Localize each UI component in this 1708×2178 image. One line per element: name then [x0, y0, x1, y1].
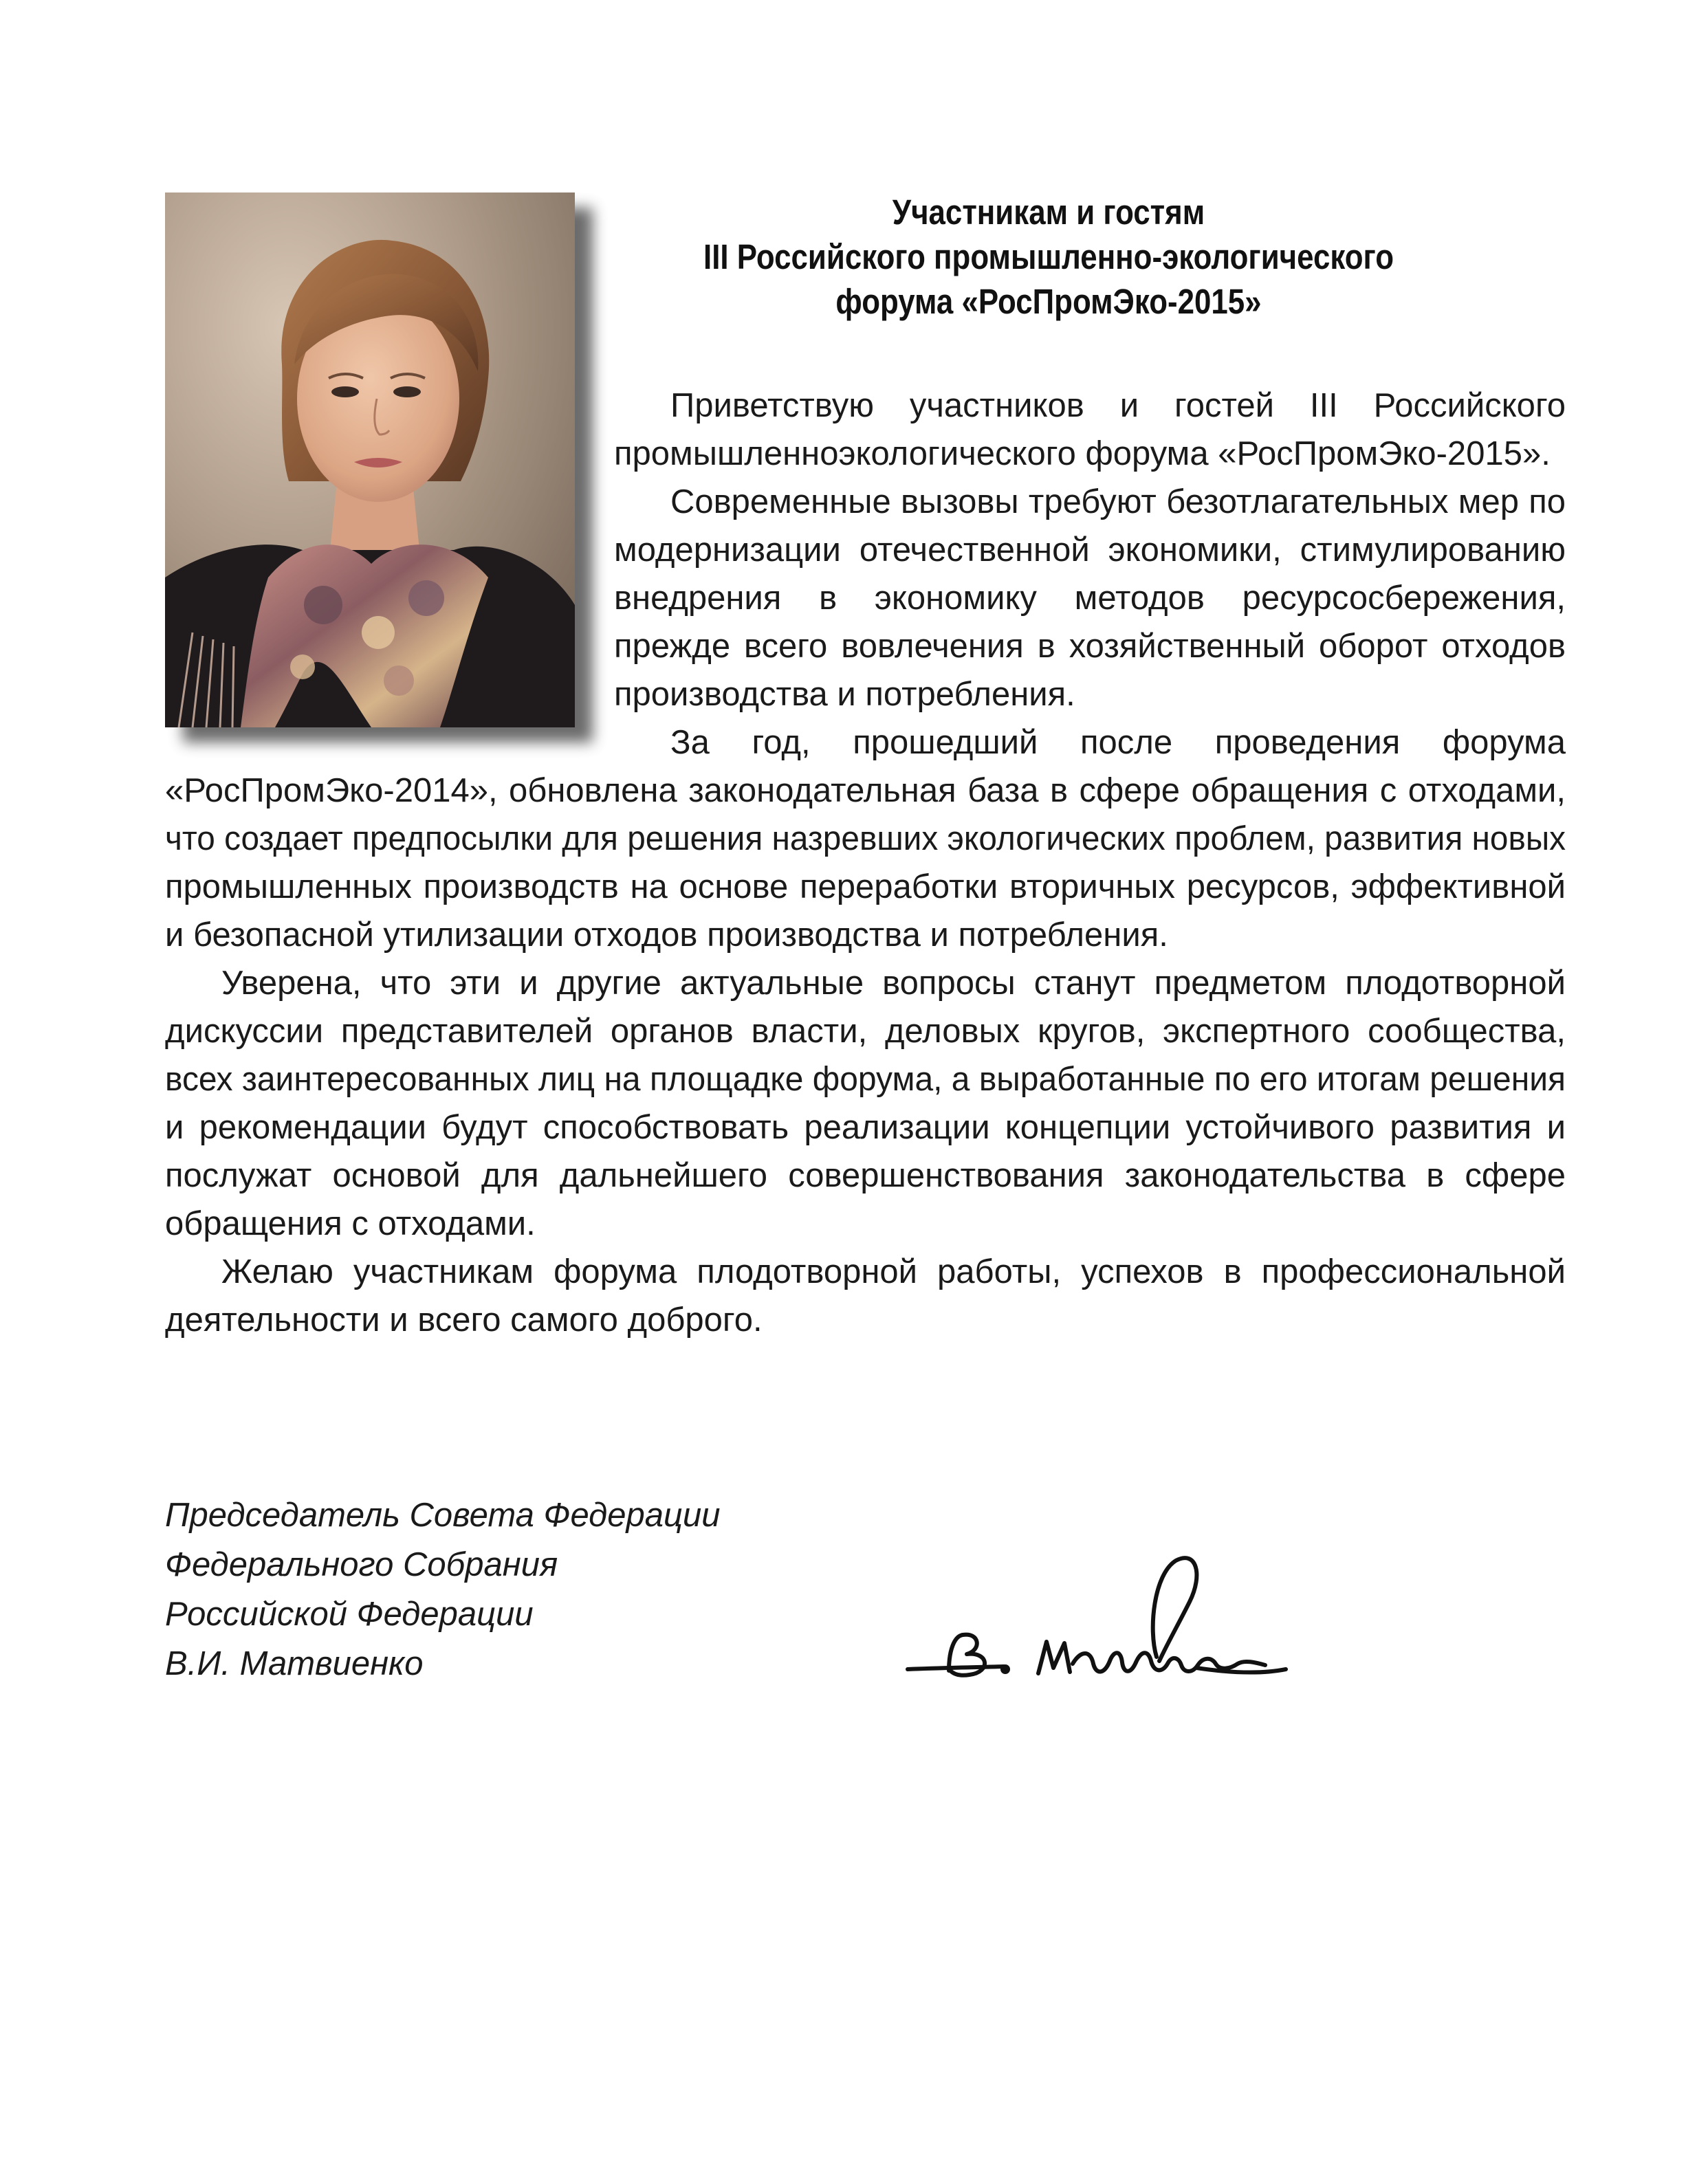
body-line: что создает предпосылки для решения назревших экологических проблем, развития новых [165, 820, 1566, 857]
body-line: Уверена, что эти и другие актуальные вопросы станут предметом плодотворной [221, 965, 1566, 1002]
handwritten-signature [901, 1547, 1313, 1705]
portrait-illustration [165, 192, 575, 727]
body-line: промышленноэкологического форума «РосПромЭко-2015». [614, 435, 1551, 472]
body-line: Современные вызовы требуют безотлагательных мер по [670, 483, 1566, 520]
portrait-image [165, 192, 575, 727]
signatory-name: В.И. Матвиенко [165, 1645, 424, 1682]
body-line: промышленных производств на основе переработки вторичных ресурсов, эффективной [165, 868, 1566, 905]
signatory-title-3: Российской Федерации [165, 1596, 534, 1633]
signatory-title-2: Федерального Собрания [165, 1546, 558, 1583]
body-line: прежде всего вовлечения в хозяйственный оборот отходов [614, 628, 1566, 665]
body-line: Приветствую участников и гостей III Российского [670, 387, 1566, 424]
signatory-title-1: Председатель Совета Федерации [165, 1497, 721, 1534]
letter-heading [679, 190, 1419, 324]
body-line: послужат основой для дальнейшего совершенствования законодательства в сфере [165, 1157, 1566, 1194]
portrait-photo [165, 192, 575, 727]
heading-line-3: форума «РосПромЭко-2015» [835, 282, 1262, 321]
body-line: производства и потребления. [614, 676, 1075, 713]
body-line: Желаю участникам форума плодотворной работы, успехов в профессиональной [221, 1253, 1566, 1290]
body-line: и рекомендации будут способствовать реализации концепции устойчивого развития и [165, 1109, 1566, 1146]
body-line: модернизации отечественной экономики, стимулированию [614, 531, 1566, 569]
heading-line-1: Участникам и гостям [892, 192, 1205, 232]
body-line: всех заинтересованных лиц на площадке форума, а выработанные по его итогам решения [165, 1061, 1566, 1098]
body-line: деятельности и всего самого доброго. [165, 1301, 763, 1339]
body-line: и безопасной утилизации отходов производства и потребления. [165, 916, 1168, 954]
body-line: «РосПромЭко-2014», обновлена законодательная база в сфере обращения с отходами, [165, 772, 1566, 809]
body-line: обращения с отходами. [165, 1205, 536, 1242]
heading-line-2: III Российского промышленно-экологического [703, 237, 1394, 276]
body-line: За год, прошедший после проведения форума [670, 724, 1566, 761]
signatory-block [165, 1490, 721, 1688]
body-line: внедрения в экономику методов ресурсосбережения, [614, 580, 1566, 617]
body-line: дискуссии представителей органов власти, деловых кругов, экспертного сообщества, [165, 1013, 1566, 1050]
